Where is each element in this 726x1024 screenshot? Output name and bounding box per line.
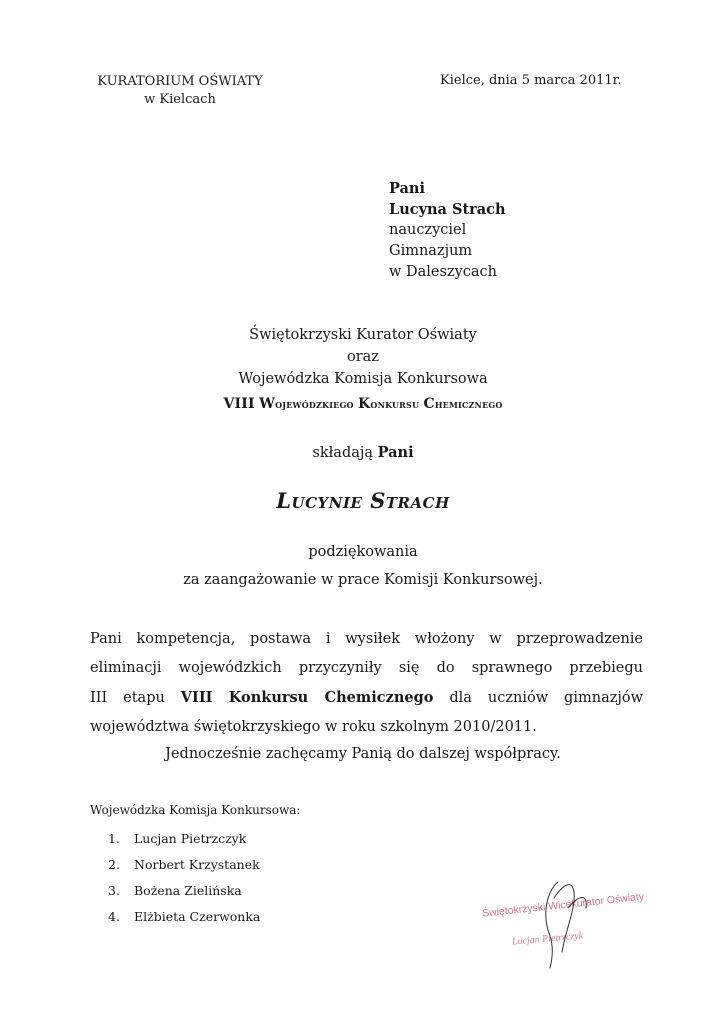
list-item: [108, 852, 260, 878]
member-number: 2.: [108, 857, 120, 872]
greeting-verb: składają: [312, 445, 374, 461]
paragraph-line-2: eliminacji wojewódzkich przyczyniły się do sprawnego przebiegu: [90, 660, 643, 676]
member-number: 1.: [108, 831, 120, 846]
issuer-conjunction: oraz: [347, 349, 379, 365]
greeting-pani: Pani: [377, 444, 414, 461]
recipient-school: Gimnazjum: [389, 243, 473, 259]
contest-word3-initial: C: [423, 396, 435, 412]
issuer-commission: Wojewódzka Komisja Konkursowa: [238, 371, 488, 387]
thanks-word: podziękowania: [308, 544, 418, 560]
thanks-reason: za zaangażowanie w prace Komisji Konkursowej.: [183, 572, 543, 588]
member-name: Elżbieta Czerwonka: [134, 909, 261, 924]
contest-word1-initial: W: [259, 396, 276, 412]
member-number: 4.: [108, 909, 120, 924]
contest-roman: VIII: [223, 396, 255, 412]
list-item: [108, 826, 260, 852]
closing-line: Jednocześnie zachęcamy Panią do dalszej współpracy.: [165, 746, 561, 762]
handwritten-signature: [546, 882, 586, 968]
member-name: Norbert Krzystanek: [134, 857, 260, 872]
stamp-line-1: Świętokrzyski Wicekurator Oświaty: [481, 890, 645, 920]
recipient-salutation: Pani: [389, 180, 425, 197]
member-name: Bożena Zielińska: [134, 883, 242, 898]
body-paragraph: [90, 625, 643, 742]
contest-word2-initial: K: [358, 396, 371, 412]
contest-word2-rest: onkursu: [370, 397, 420, 411]
recipient-place: w Daleszycach: [389, 264, 498, 280]
letter-date: Kielce, dnia 5 marca 2011r.: [440, 73, 622, 88]
issuers-block: [0, 324, 726, 390]
organization-city: w Kielcach: [144, 92, 216, 107]
committee-title: Wojewódzka Komisja Konkursowa:: [90, 803, 301, 817]
signature-stamp: [470, 868, 660, 978]
list-item: [108, 904, 260, 930]
paragraph-line-1: Pani kompetencja, postawa i wysiłek włożony w przeprowadzenie: [90, 631, 643, 647]
honoree-name: Lucynie Strach: [276, 488, 450, 513]
paragraph-line-3-end: dla uczniów gimnazjów: [433, 690, 643, 706]
issuer-curator: Świętokrzyski Kurator Oświaty: [249, 327, 477, 343]
list-item: [108, 878, 260, 904]
paragraph-line-3: [90, 683, 643, 713]
committee-members: [108, 826, 260, 930]
member-name: Lucjan Pietrzczyk: [134, 831, 247, 846]
greeting-line: [0, 444, 726, 461]
member-number: 3.: [108, 883, 120, 898]
organization-name: KURATORIUM OŚWIATY: [97, 74, 263, 89]
recipient-name: Lucyna Strach: [389, 201, 506, 218]
thanks-block: [0, 538, 726, 594]
contest-word1-rest: ojewódzkiego: [275, 397, 354, 411]
recipient-block: [389, 178, 506, 283]
paragraph-line-4: województwa świętokrzyskiego w roku szkolnym 2010/2011.: [90, 719, 537, 735]
recipient-role: nauczyciel: [389, 222, 467, 238]
stamp-line-2: Lucjan Pietrzczyk: [511, 930, 584, 948]
paragraph-line-3-start: III etapu: [90, 690, 181, 706]
paragraph-contest-name: VIII Konkursu Chemicznego: [180, 689, 434, 706]
issuer-organization: [90, 73, 270, 109]
contest-word3-rest: hemicznego: [434, 397, 503, 411]
contest-title: [0, 396, 726, 412]
